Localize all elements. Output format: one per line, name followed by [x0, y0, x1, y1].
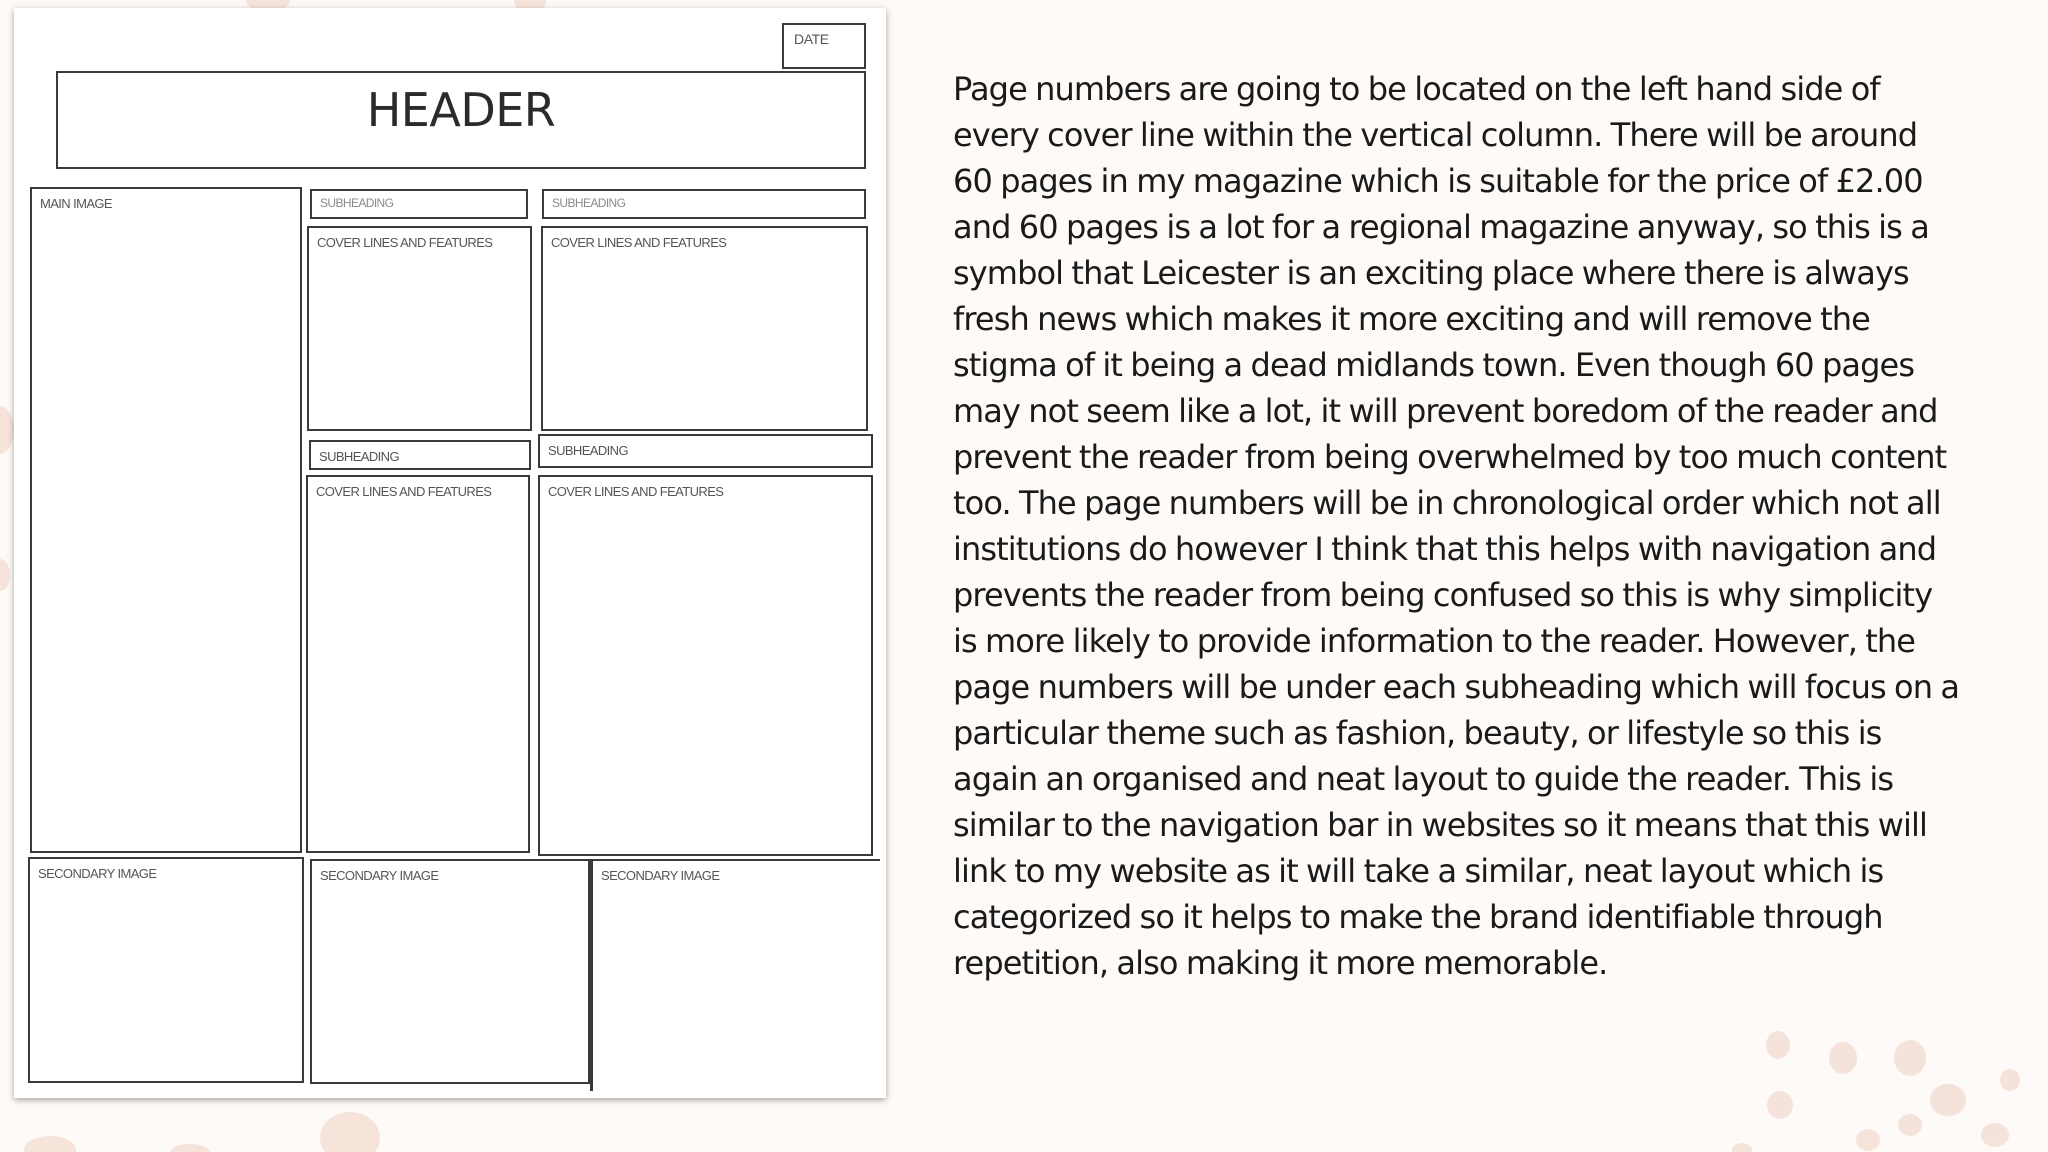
- subheading-box: [542, 189, 866, 219]
- secondary-image-label: SECONDARY IMAGE: [320, 868, 439, 883]
- magazine-layout-sketch: [14, 8, 886, 1098]
- cover-lines-label: COVER LINES AND FEATURES: [548, 484, 724, 499]
- subheading-label: SUBHEADING: [320, 196, 394, 210]
- subheading-box: [538, 434, 873, 468]
- cover-lines-label: COVER LINES AND FEATURES: [551, 235, 727, 250]
- description-paragraph: Page numbers are going to be located on the left hand side of every cover line within the vertical column. There will be around 60 pages in my magazine which is suitable for the price of £2.00 and 60 pages is a lot for a regional magazine anyway, so this is a symbol that Leicester is an exciting place where there is always fresh news which makes it more exciting and will remove the stigma of it being a dead midlands town. Even though 60 pages may not seem like a lot, it will prevent boredom of the reader and prevent the reader from being overwhelmed by too much content too. The page numbers will be in chronological order which not all institutions do however I think that this helps with navigation and prevents the reader from being confused so this is why simplicity is more likely to provide information to the reader. However, the page numbers will be under each subheading which will focus on a particular theme such as fashion, beauty, or lifestyle so this is again an organised and neat layout to guide the reader. This is similar to the navigation bar in websites so it means that this will link to my website as it will take a similar, neat layout which is categorized so it helps to make the brand identifiable through repetition, also making it more memorable.: [953, 70, 1960, 982]
- secondary-image-label: SECONDARY IMAGE: [38, 866, 157, 881]
- cover-lines-label: COVER LINES AND FEATURES: [317, 235, 493, 250]
- subheading-box: [310, 189, 528, 219]
- date-label: DATE: [794, 31, 829, 47]
- cover-lines-box: [307, 226, 532, 431]
- secondary-image-box: [310, 859, 590, 1084]
- secondary-image-label: SECONDARY IMAGE: [601, 868, 720, 883]
- cover-lines-box: [306, 475, 530, 853]
- cover-lines-box: [538, 475, 873, 856]
- cover-lines-label: COVER LINES AND FEATURES: [316, 484, 492, 499]
- secondary-image-box: [590, 859, 880, 1091]
- main-image-label: MAIN IMAGE: [40, 196, 113, 211]
- subheading-label: SUBHEADING: [548, 443, 628, 458]
- secondary-image-box: [28, 857, 304, 1083]
- subheading-label: SUBHEADING: [319, 449, 399, 464]
- main-image-box: [30, 187, 302, 853]
- date-box: [782, 23, 866, 69]
- cover-lines-box: [541, 226, 868, 431]
- header-box: [56, 71, 866, 169]
- subheading-box: [309, 440, 531, 470]
- subheading-label: SUBHEADING: [552, 196, 626, 210]
- header-title: HEADER: [366, 83, 556, 137]
